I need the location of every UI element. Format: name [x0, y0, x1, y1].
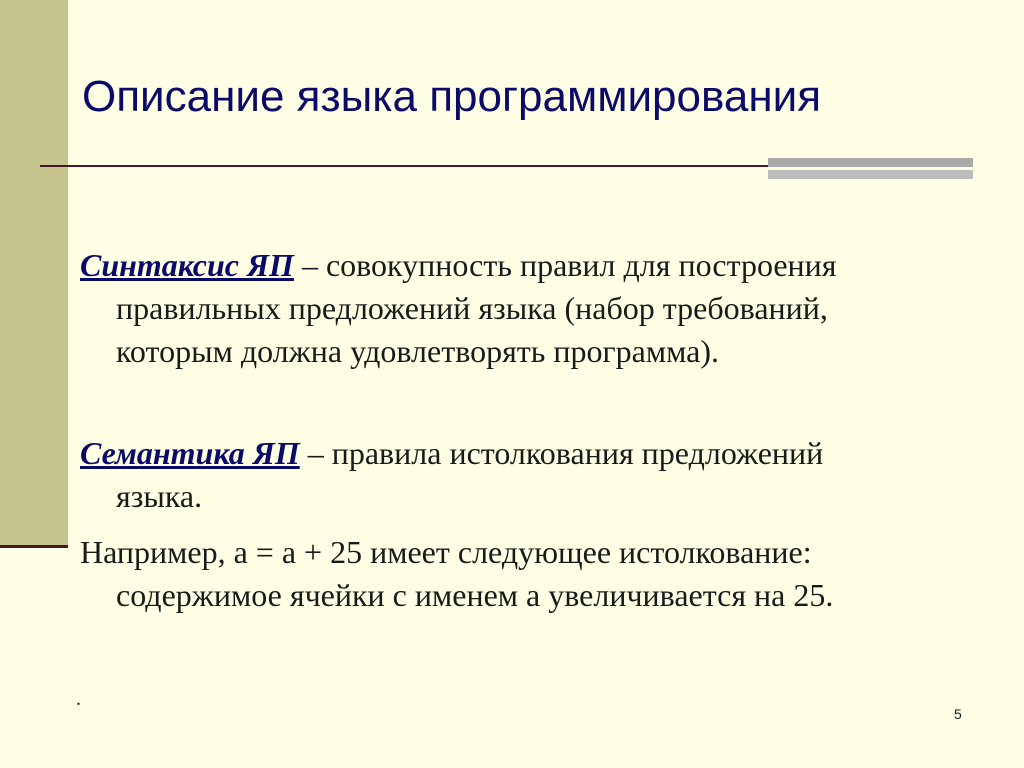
page-number: 5	[954, 706, 962, 722]
syntax-paragraph	[80, 244, 837, 373]
semantics-term: Семантика ЯП	[80, 435, 300, 471]
semantics-line-1	[80, 432, 823, 475]
semantics-line-2: языка.	[116, 478, 203, 514]
syntax-line-3: которым должна удовлетворять программа).	[116, 333, 719, 369]
syntax-line-1	[80, 244, 837, 287]
example-line-1: Например, a = a + 25 имеет следующее истолкование:	[80, 534, 812, 570]
left-band-rule	[0, 545, 68, 548]
syntax-line-2: правильных предложений языка (набор требований,	[116, 290, 828, 326]
title-accent-bar	[768, 158, 973, 179]
footer-dot: .	[76, 688, 81, 710]
semantics-line-1-text: – правила истолкования предложений	[299, 435, 824, 471]
slide-title: Описание языка программирования	[82, 72, 822, 121]
example-paragraph	[80, 531, 833, 617]
left-decorative-band	[0, 0, 68, 548]
syntax-line-1-text: – совокупность правил для построения	[293, 247, 837, 283]
semantics-paragraph	[80, 432, 823, 518]
example-line-2: содержимое ячейки с именем a увеличивается на 25.	[116, 577, 834, 613]
syntax-term: Синтаксис ЯП	[80, 247, 294, 283]
